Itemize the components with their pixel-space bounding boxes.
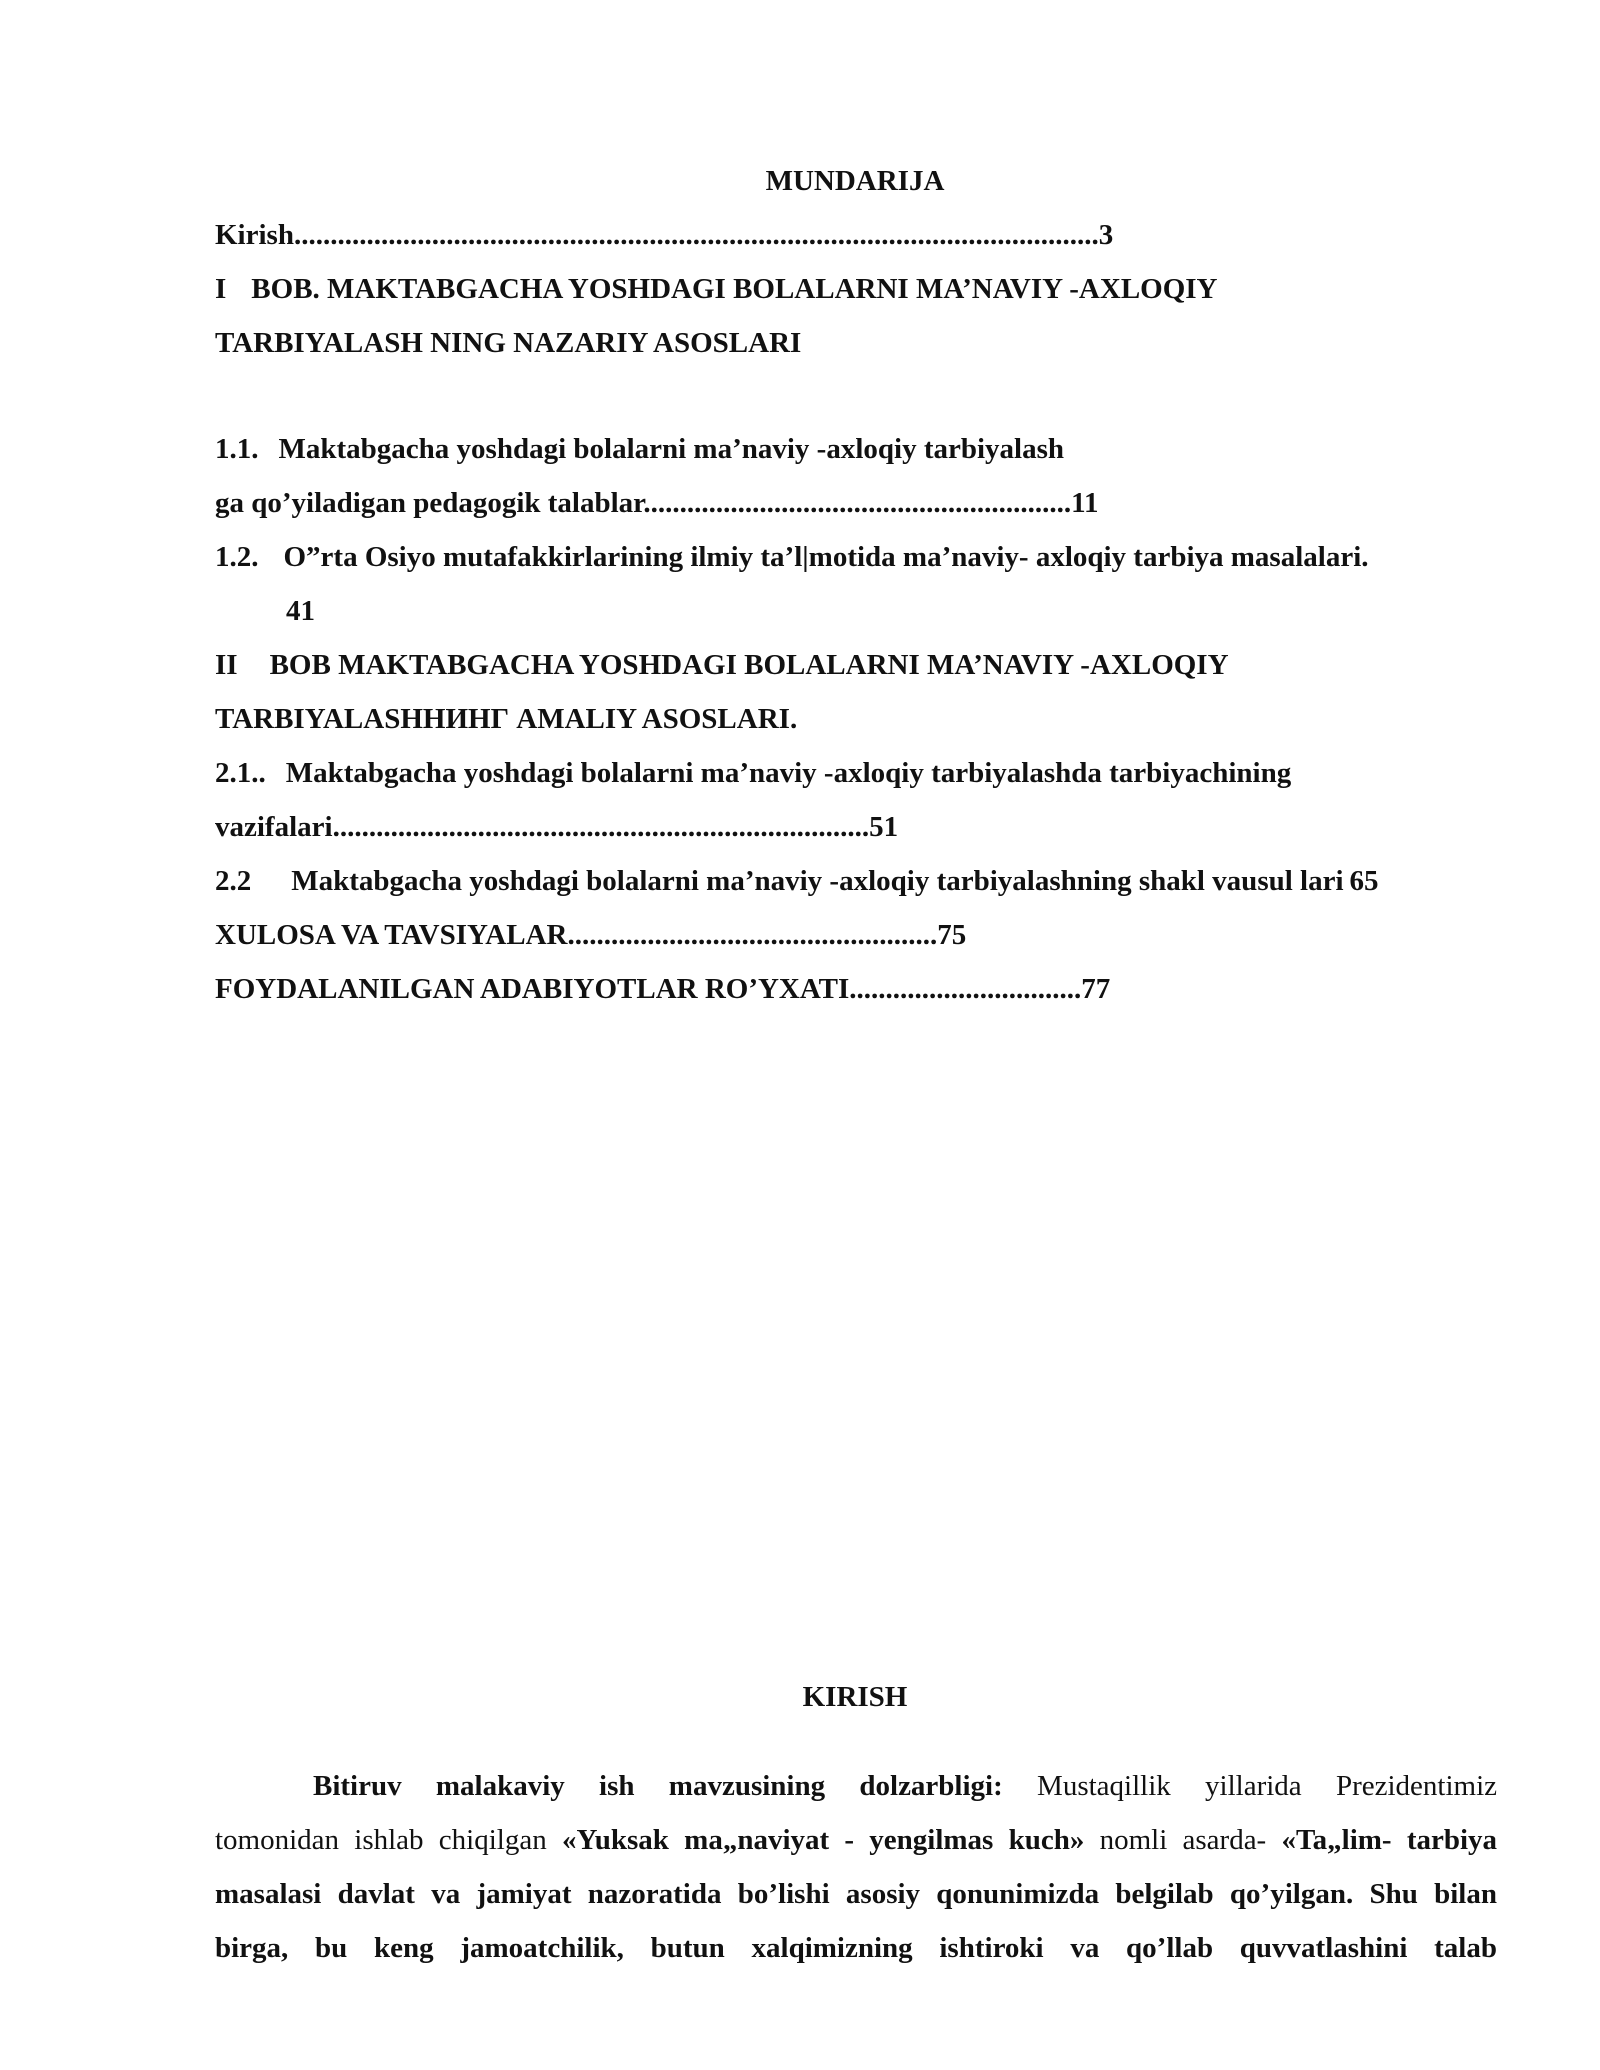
toc-entry-references: FOYDALANILGAN ADABIYOTLAR RO’YXATI................................77 (215, 973, 1111, 1005)
toc-section-1-1-number: 1.1. (215, 433, 259, 465)
toc-section-2-1-line-2: vazifalari..........................................................................51 (215, 811, 899, 843)
toc-section-1-2-title: O”rta Osiyo mutafakkirlarining ilmiy ta’l|motida ma’naviy- axloqiy tarbiya masalalari. (283, 541, 1369, 573)
toc-section-2-2-title: Maktabgacha yoshdagi bolalarni ma’naviy -axloqiy tarbiyalashning shakl vausul lari (291, 865, 1344, 897)
toc-entry-kirish: Kirish...............................................................................................................3 (215, 219, 1114, 251)
intro-paragraph-line-1 (215, 1769, 1497, 1803)
toc-chapter-2-title: BOB MAKTABGACHA YOSHDAGI BOLALARNI MA’NAVIY -AXLOQIY (269, 649, 1229, 681)
intro-line-2-c: nomli asarda- (1099, 1824, 1267, 1856)
intro-quote-start: «Ta„lim- tarbiya (1281, 1824, 1498, 1856)
toc-section-1-2-page: 41 (286, 595, 315, 627)
toc-section-2-1-line-1 (215, 756, 1291, 790)
toc-chapter-2-line-2: TARBIYALASHНИНГ AMALIY ASOSLARI. (215, 703, 798, 735)
toc-chapter-1-number: I (215, 273, 227, 305)
toc-chapter-2-number: II (215, 649, 238, 681)
toc-section-2-1-number: 2.1.. (215, 757, 266, 789)
intro-line-2-a: tomonidan ishlab chiqilgan (215, 1824, 547, 1856)
toc-chapter-1-line-2: TARBIYALASH NING NAZARIY ASOSLARI (215, 327, 802, 359)
toc-chapter-1-line-1 (215, 272, 1218, 306)
toc-section-2-2-page: 65 (1349, 865, 1379, 897)
intro-paragraph-line-2 (215, 1823, 1497, 1857)
toc-entry-conclusion: XULOSA VA TAVSIYALAR...................................................75 (215, 919, 967, 951)
toc-chapter-2-line-1 (215, 648, 1229, 682)
toc-section-1-1-title: Maktabgacha yoshdagi bolalarni ma’naviy -axloqiy tarbiyalash (278, 433, 1065, 465)
toc-section-2-1-title: Maktabgacha yoshdagi bolalarni ma’naviy -axloqiy tarbiyalashda tarbiyachining (285, 757, 1292, 789)
intro-title: KIRISH (802, 1681, 908, 1713)
toc-section-1-1-line-2: ga qo’yiladigan pedagogik talablar...........................................................11 (215, 487, 1099, 519)
toc-section-2-2-line (215, 864, 1379, 898)
toc-chapter-1-title: BOB. MAKTABGACHA YOSHDAGI BOLALARNI MA’NAVIY -AXLOQIY (251, 273, 1218, 305)
toc-title: MUNDARIJA (765, 165, 945, 197)
intro-lead-bold: Bitiruv malakaviy ish mavzusining dolzarbligi: (313, 1770, 1003, 1802)
intro-book-title: «Yuksak ma„naviyat - yengilmas kuch» (561, 1824, 1085, 1856)
toc-section-1-2-number: 1.2. (215, 541, 259, 573)
intro-paragraph-line-4: birga, bu keng jamoatchilik, butun xalqimizning ishtiroki va qo’llab quvvatlashini talab (215, 1932, 1497, 1964)
toc-section-1-2-line-1 (215, 540, 1369, 574)
intro-line-1-rest: Mustaqillik yillarida Prezidentimiz (1037, 1770, 1498, 1802)
toc-section-1-1-line-1 (215, 432, 1064, 466)
toc-section-2-2-number: 2.2 (215, 865, 252, 897)
intro-paragraph-line-3: masalasi davlat va jamiyat nazoratida bo’lishi asosiy qonunimizda belgilab qo’yilgan. Shu bilan (215, 1878, 1497, 1910)
